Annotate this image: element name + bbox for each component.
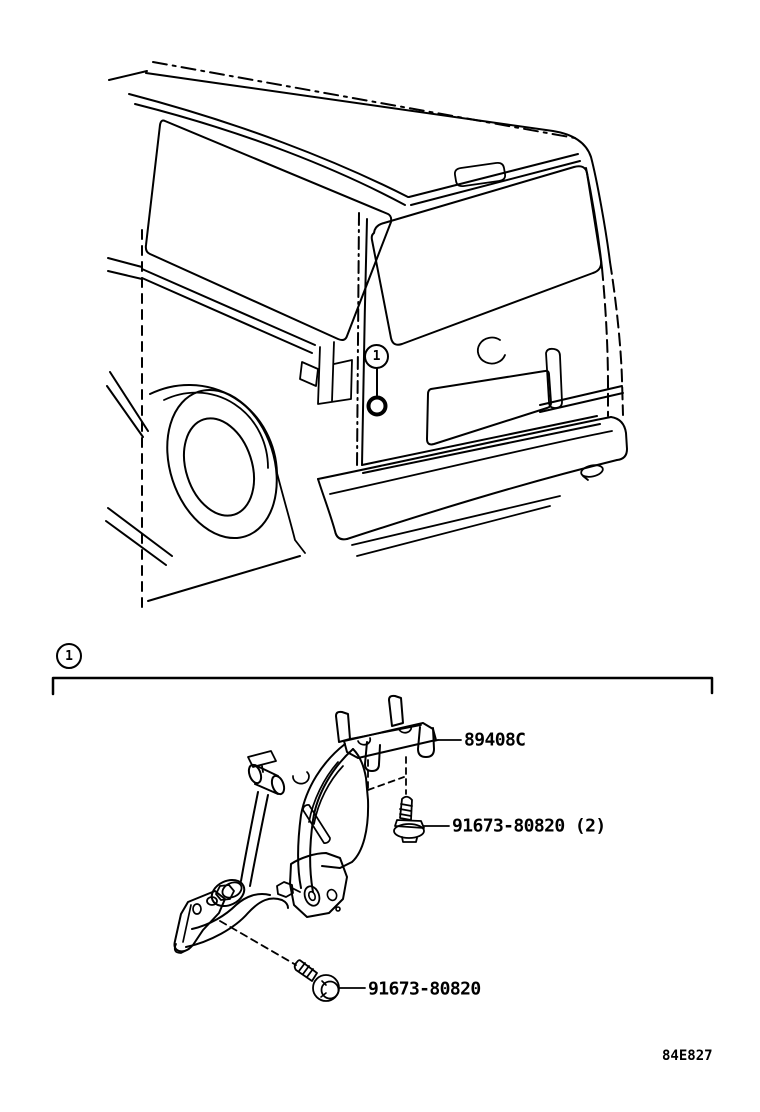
screw-illustration-lower <box>295 960 339 1001</box>
van-rear-illustration <box>106 62 627 610</box>
sensor-grommet-marker <box>369 368 386 415</box>
alignment-dashes-lower <box>220 921 296 965</box>
part-number-91673-80820-x2[interactable]: 91673-80820 (2) <box>452 815 606 837</box>
sensor-link-illustration <box>207 751 286 911</box>
sensor-assembly-illustration <box>175 696 462 1001</box>
alignment-dashes-upper <box>368 757 406 794</box>
callout-number: 1 <box>65 648 73 664</box>
sensor-lever-illustration <box>175 891 289 953</box>
figure-code: 84E827 <box>662 1048 713 1064</box>
bolt-illustration-upper <box>394 797 424 842</box>
bracket-89408c-illustration <box>336 696 438 771</box>
callout-1-on-vehicle[interactable] <box>364 344 389 369</box>
part-number-89408c[interactable]: 89408C <box>464 729 526 751</box>
section-bracket <box>53 678 712 694</box>
callout-number: 1 <box>372 349 381 364</box>
callout-1-section[interactable] <box>56 643 82 669</box>
part-number-91673-80820[interactable]: 91673-80820 <box>368 978 481 1000</box>
